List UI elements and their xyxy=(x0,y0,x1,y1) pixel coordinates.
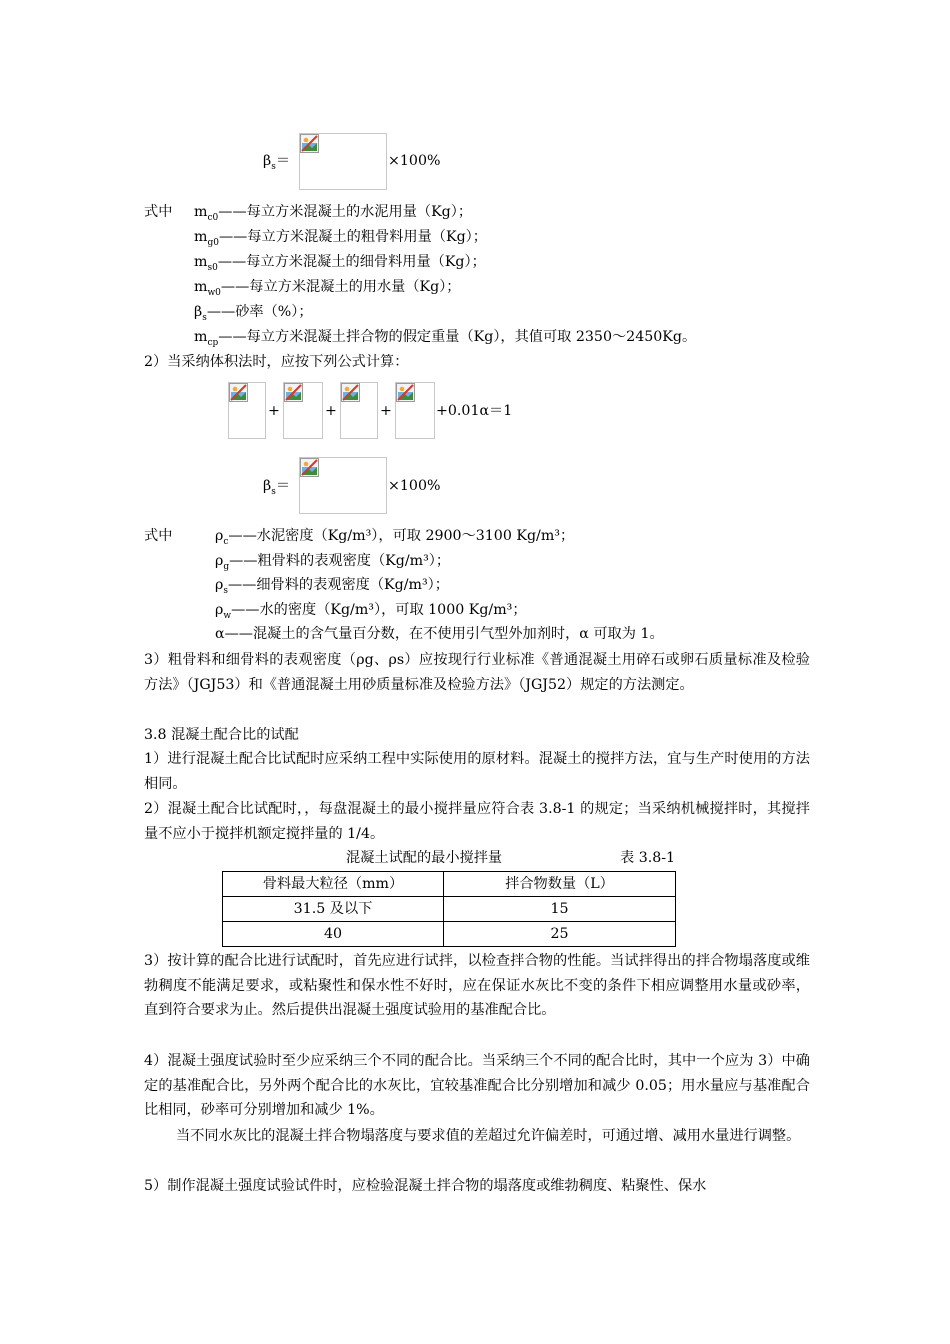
formula3-rhs: ×100% xyxy=(388,478,441,494)
definition-symbol: ρ xyxy=(215,601,224,618)
definition-symbol: ρ xyxy=(215,528,224,544)
formula2-image-3 xyxy=(340,382,378,439)
definition-text: ——每立方米混凝土的粗骨料用量（Kg）； xyxy=(218,229,487,245)
definition-item xyxy=(215,576,449,600)
table-cell: 31.5 及以下 xyxy=(223,897,444,922)
definition-symbol: m xyxy=(194,254,208,270)
formula1-lhs: $\beta_s=$ xyxy=(263,153,291,172)
definition-symbol: β xyxy=(194,304,203,320)
table-cell: 40 xyxy=(223,922,444,947)
definition-item xyxy=(194,278,461,302)
definition-text: ——砂率（%）； xyxy=(206,304,313,320)
definition-text: ——每立方米混凝土的细骨料用量（Kg）； xyxy=(217,254,486,270)
table-caption: 混凝土试配的最小搅拌量 xyxy=(346,850,503,866)
volume-method-text: 2）当采纳体积法时，应按下列公式计算： xyxy=(144,354,409,370)
table-row xyxy=(223,897,676,922)
definition-subscript: s0 xyxy=(207,262,218,273)
mixing-amount-table xyxy=(222,871,676,947)
definition-text: ——每立方米混凝土的用水量（Kg）； xyxy=(220,279,461,295)
definition-text: ——每立方米混凝土的水泥用量（Kg）； xyxy=(218,204,473,220)
definition-symbol: ρ xyxy=(215,577,224,593)
definition-symbol: m xyxy=(194,279,208,295)
broken-image-icon xyxy=(300,458,319,477)
paragraph-density: 3）粗骨料和细骨料的表观密度（ρg、ρs）应按现行行业标准《普通混凝土用碎石或卵石质量标准及检验方法》（JGJ53）和《普通混凝土用砂质量标准及检验方法》（JGJ52）规定的方法测定。 xyxy=(144,652,810,693)
formula1-rhs: ×100% xyxy=(388,153,441,169)
definition-symbol: α xyxy=(215,626,225,642)
broken-image-icon xyxy=(341,383,360,402)
table-number: 表 3.8-1 xyxy=(620,850,676,866)
definition-item xyxy=(194,328,696,352)
table-header-row xyxy=(223,872,676,897)
definition-subscript: w xyxy=(223,610,232,621)
paragraph-3-8-5: 5）制作混凝土强度试验试件时，应检验混凝土拌合物的塌落度或维勃稠度、粘聚性、保水 xyxy=(144,1178,707,1194)
plus-sign: + xyxy=(380,403,392,419)
formula1-image xyxy=(299,133,387,190)
section-heading-3-8: 3.8 混凝土配合比的试配 xyxy=(144,727,299,743)
paragraph-3-8-4: 4）混凝土强度试验时至少应采纳三个不同的配合比。当采纳三个不同的配合比时，其中一个应为 3）中确定的基准配合比，另外两个配合比的水灰比，宜较基准配合比分别增加和减少 0.05；用水量应与基准配合比相同，砂率可分别增加和减少 1%。 xyxy=(144,1053,810,1118)
paragraph-3-8-2: 2）混凝土配合比试配时，，每盘混凝土的最小搅拌量应符合表 3.8-1 的规定；当采纳机械搅拌时，其搅拌量不应小于搅拌机额定搅拌量的 1/4。 xyxy=(144,801,810,842)
definition-text: ——混凝土的含气量百分数，在不使用引气型外加剂时，α 可取为 1。 xyxy=(224,626,664,642)
table-header-cell: 拌合物数量（L） xyxy=(444,872,676,897)
formula3-image xyxy=(299,457,387,514)
definition-subscript: cp xyxy=(207,337,219,348)
formula2-tail: +0.01α＝1 xyxy=(436,403,513,419)
table-cell: 25 xyxy=(444,922,676,947)
definition-subscript: w0 xyxy=(207,287,221,298)
formula2-image-2 xyxy=(283,382,323,439)
plus-sign: + xyxy=(268,403,280,419)
definition-item xyxy=(194,303,313,327)
definition-symbol: ρ xyxy=(215,552,224,569)
definition-text: ——水的密度（Kg/m³），可取 1000 Kg/m³； xyxy=(231,601,527,618)
plus-sign: + xyxy=(325,403,337,419)
paragraph-3-8-1: 1）进行混凝土配合比试配时应采纳工程中实际使用的原材料。混凝土的搅拌方法，宜与生产时使用的方法相同。 xyxy=(144,751,810,792)
definition-item xyxy=(215,552,450,576)
where2-label: 式中 xyxy=(144,528,173,544)
definition-text: ——细骨料的表观密度（Kg/m³）； xyxy=(227,577,449,593)
formula3-lhs: $\beta_s=$ xyxy=(263,478,291,497)
definition-item xyxy=(194,253,486,277)
paragraph-3-8-3: 3）按计算的配合比进行试配时，首先应进行试拌，以检查拌合物的性能。当试拌得出的拌合物塌落度或维勃稠度不能满足要求，或粘聚性和保水性不好时，应在保证水灰比不变的条件下相应调整用水量或砂率，直到符合要求为止。然后提供出混凝土强度试验用的基准配合比。 xyxy=(144,953,810,1018)
broken-image-icon xyxy=(396,383,415,402)
definition-text: ——每立方米混凝土拌合物的假定重量（Kg），其值可取 2350～2450Kg。 xyxy=(218,329,697,345)
broken-image-icon xyxy=(300,134,319,153)
definition-symbol: m xyxy=(194,229,208,245)
paragraph-3-8-4b: 当不同水灰比的混凝土拌合物塌落度与要求值的差超过允许偏差时，可通过增、减用水量进行调整。 xyxy=(176,1128,801,1144)
definition-text: ——水泥密度（Kg/m³），可取 2900～3100 Kg/m³； xyxy=(228,528,575,544)
definition-subscript: s xyxy=(202,312,207,323)
where1-label: 式中 xyxy=(144,204,173,220)
formula2-image-1 xyxy=(228,382,266,439)
definition-subscript: g xyxy=(223,561,230,572)
definition-subscript: s xyxy=(223,585,228,596)
definition-item xyxy=(194,203,472,227)
definition-item xyxy=(194,228,487,252)
definition-item xyxy=(215,625,664,649)
table-cell: 15 xyxy=(444,897,676,922)
broken-image-icon xyxy=(284,383,303,402)
definition-item xyxy=(215,527,574,551)
definition-subscript: c0 xyxy=(207,212,219,223)
table-row xyxy=(223,922,676,947)
definition-subscript: c xyxy=(223,536,229,547)
definition-symbol: m xyxy=(194,204,208,220)
definition-subscript: g0 xyxy=(207,237,219,248)
definition-item xyxy=(215,601,527,625)
definition-text: ——粗骨料的表观密度（Kg/m³）； xyxy=(229,552,451,569)
definition-symbol: m xyxy=(194,329,208,345)
formula2-image-4 xyxy=(395,382,435,439)
broken-image-icon xyxy=(229,383,248,402)
table-header-cell: 骨料最大粒径（mm） xyxy=(223,872,444,897)
